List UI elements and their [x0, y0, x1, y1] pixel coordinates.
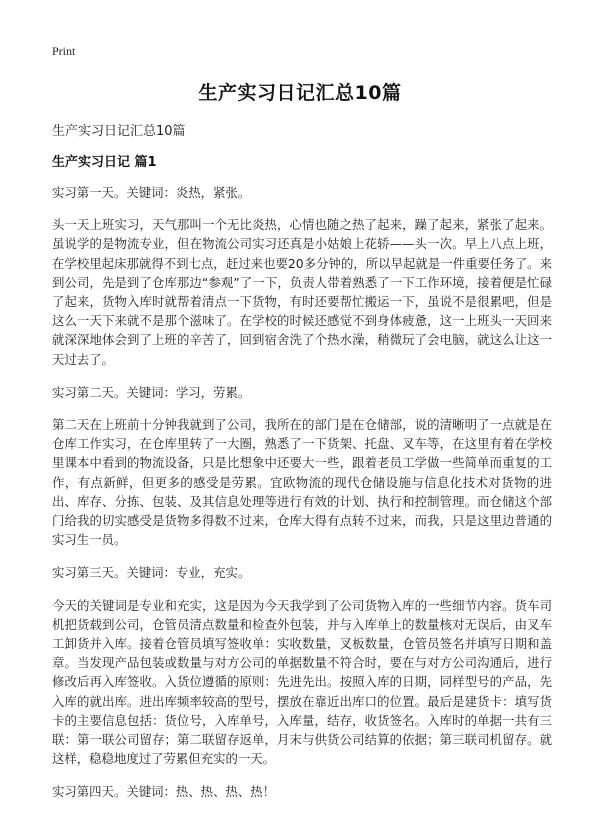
- document-title: 生产实习日记汇总10篇: [198, 82, 402, 104]
- document-subtitle: 生产实习日记汇总10篇: [52, 124, 186, 139]
- day-3-body: 今天的关键词是专业和充实，这是因为今天我学到了公司货物入库的一些细节内容。货车司机把货载到公司，仓管员清点数量和检查外包装，并与入库单上的数量核对无误后，由叉车工卸货并入库。接着仓管员填写签收单：实收数量，叉板数量，仓管员签名并填写日期和盖章。当发现产品包装或数量与对方公司的单据数量不符合时，要在与对方公司沟通后，进行修改后再入库签收。入货位遵循的原则：先进先出。按照入库的日期，同样型号的产品，先入库的就出库。进出库频率较高的型号，摆放在靠近出库口的位置。最后是建货卡：填写货卡的主要信息包括：货位号，入库单号，入库量，结存，收货签名。入库时的单据一共有三联：第一联公司留存；第二联留存返单，月末与供货公司结算的依据；第三联司机留存。就这样，稳稳地度过了劳累但充实的一天。: [52, 597, 552, 767]
- day-3-keywords: 实习第三天。关键词：专业，充实。: [52, 565, 251, 581]
- article-content: [52, 183, 552, 815]
- day-1-body: 头一天上班实习，天气那叫一个无比炎热，心情也随之热了起来，躁了起来，紧张了起来。虽说学的是物流专业，但在物流公司实习还真是小姑娘上花轿——头一次。早上八点上班，在学校里起床那就得不到七点，赶过来也要20多分钟的，所以早起就是一件重要任务了。来到公司，先是到了仓库那边“参观”了一下，负责人带着熟悉了一下工作环境，接着便是忙碌了起来，货物入库时就帮着清点一下货物，有时还要帮忙搬运一下，虽说不是很累吧，但是这么一天下来就不是那个滋味了。在学校的时候还感觉不到身体疲惫，这一上班头一天回来就深深地体会到了上班的辛苦了，回到宿舍洗了个热水澡，稍微玩了会电脑，就这么让这一天过去了。: [52, 217, 552, 367]
- day-2-body: 第二天在上班前十分钟我就到了公司，我所在的部门是在仓储部，说的清晰明了一点就是在仓库工作实习，在仓库里转了一大圈，熟悉了一下货架、托盘、叉车等，在这里有着在学校里课本中看到的物流设备，只是比想象中还要大一些，跟着老员工学做一些简单而重复的工作，有点新鲜，但更多的感受是劳累。宜欧物流的现代仓储设施与信息化技术对货物的进出、库存、分拣、包装、及其信息处理等进行有效的计划、执行和控制管理。而仓储这个部门给我的切实感受是货物多得数不过来，仓库大得有点转不过来，而我，只是这里边普通的实习生一员。: [52, 417, 552, 548]
- day-1-keywords: 实习第一天。关键词：炎热，紧张。: [52, 185, 251, 200]
- day-4-keywords: 实习第四天。关键词：热、热、热、热！: [52, 784, 276, 800]
- print-link[interactable]: Print: [52, 44, 76, 58]
- section-heading: 生产实习日记 篇1: [52, 155, 157, 170]
- day-2-keywords: 实习第二天。关键词：学习，劳累。: [52, 384, 251, 400]
